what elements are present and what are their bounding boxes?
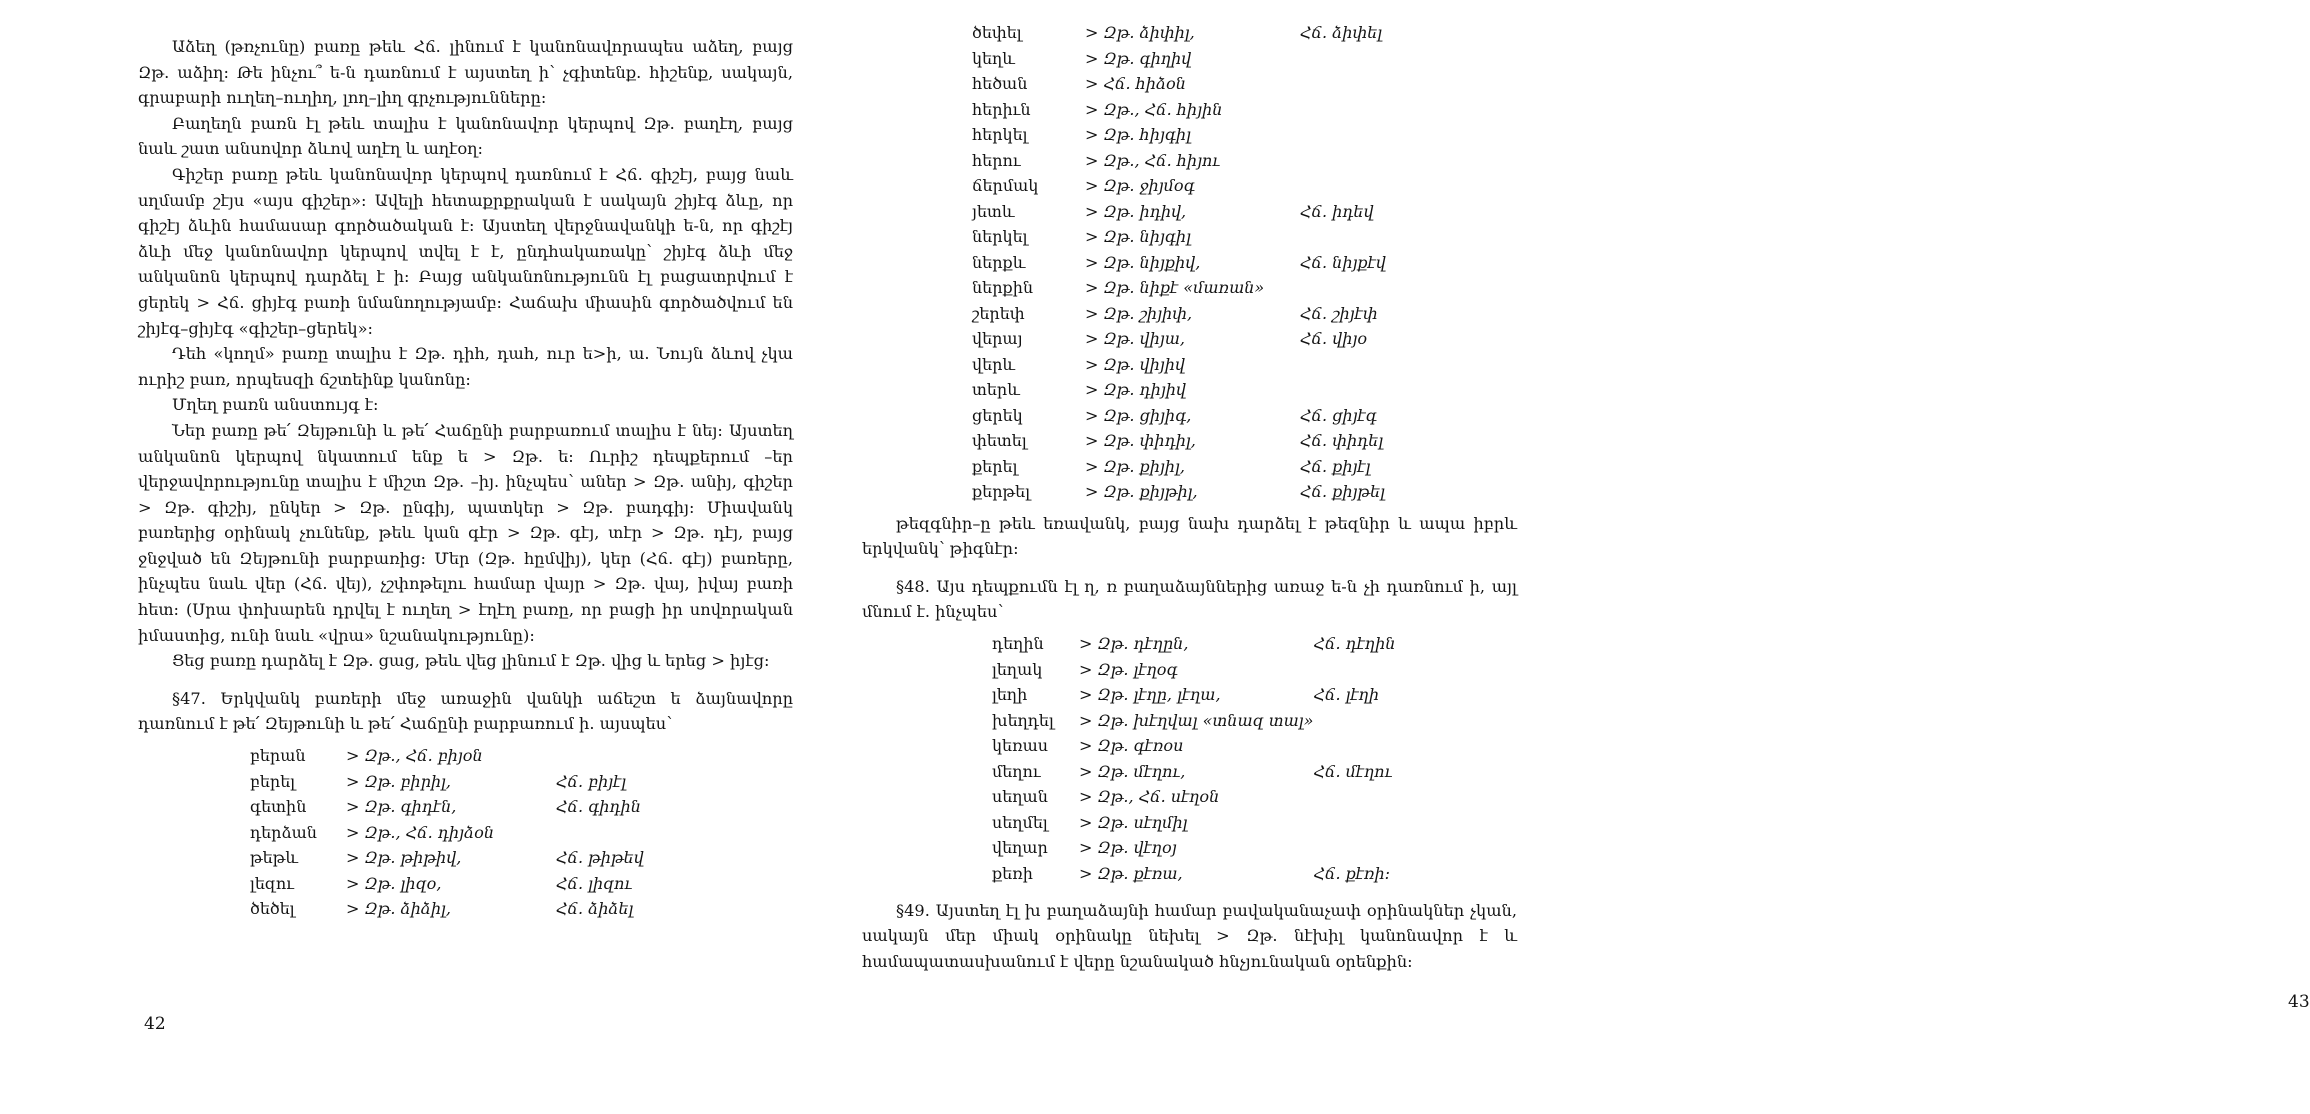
example-row [992,835,1452,861]
example-zeytun: > Զթ. վիյա, [1085,329,1185,349]
example-row [972,173,1442,199]
example-hajin [1300,275,1442,301]
example-zeytun: > Զթ. քիյիլ, [1085,456,1185,476]
example-word: ճերմակ [972,176,1039,196]
example-zeytun: > Զթ. գիղիվ [1085,48,1192,68]
example-hajin [1313,809,1452,835]
example-row [972,403,1442,429]
example-hajin [1313,707,1452,733]
example-row [992,809,1452,835]
example-word: սեղան [992,787,1048,807]
example-zeytun: > Զթ. ցիյիգ, [1085,405,1192,425]
example-word: փետել [972,431,1027,451]
example-zeytun: > Զթ. թիթիվ, [346,848,462,868]
example-word: հերու [972,150,1021,170]
example-row [972,454,1442,480]
example-hajin [1300,46,1442,72]
example-row [992,784,1452,810]
example-hajin: Հճ. իդեվ [1300,201,1374,221]
example-hajin: Հճ. լիզու [556,873,633,893]
example-row [972,479,1442,505]
example-hajin [1300,173,1442,199]
example-row [250,743,700,769]
example-zeytun: > Զթ. դէղըն, [1079,634,1189,654]
example-row [972,71,1442,97]
example-hajin: Հճ. շիյէփ [1300,303,1378,323]
example-zeytun: > Զթ. ձիձիլ, [346,899,451,919]
example-hajin: Հճ. գիդին [556,797,641,817]
example-row [972,377,1442,403]
example-hajin [1300,148,1442,174]
example-row [992,758,1452,784]
example-word: սեղմել [992,812,1048,832]
paragraph-tsets: Ցեց բառը դարձել է Զթ. ցաց, թեև վեց լինում է Զթ. վից և երեց > իյէց: [172,651,770,671]
example-word: վերև [972,354,1016,374]
example-zeytun: > Զթ. գէռօս [1079,736,1184,756]
example-hajin: Հճ. վիյօ [1300,329,1368,349]
example-word: լեղակ [992,659,1043,679]
example-row [972,46,1442,72]
example-zeytun: > Զթ. սէղմիլ [1079,812,1188,832]
example-word: դեղին [992,634,1044,654]
example-word: թեթև [250,848,298,868]
example-row [972,224,1442,250]
example-word: վեղար [992,838,1048,858]
example-row [972,250,1442,276]
example-row [972,148,1442,174]
example-zeytun: > Հճ. հիձօն [1085,74,1186,94]
example-zeytun: > Զթ. նիյքիվ, [1085,252,1201,272]
page-number-left: 42 [144,1014,166,1034]
example-hajin [1313,733,1452,759]
example-hajin: Հճ. թիթեվ [556,848,644,868]
examples-table-47 [250,743,700,922]
example-zeytun: > Զթ. նիքէ «մառան» [1085,278,1265,298]
section-48-heading: §48. Այս դեպքումն էլ ղ, ռ բաղաձայններից առաջ ե-ն չի դառնում ի, այլ մնում է. ինչպես՝ [862,576,1517,622]
example-word: բերան [250,746,306,766]
example-row [972,97,1442,123]
example-zeytun: > Զթ. իդիվ, [1085,201,1187,221]
example-zeytun: > Զթ. լէղօգ [1079,659,1178,679]
example-zeytun: > Զթ. նիյգիլ [1085,227,1191,247]
example-word: քերել [972,456,1018,476]
example-row [250,845,700,871]
example-zeytun: > Զթ., Հճ. դիյձօն [346,822,494,842]
paragraph-mghegh: Մղեղ բառն անստույգ է: [172,395,379,415]
example-zeytun: > Զթ. վէղօյ [1079,838,1177,858]
examples-table-48 [992,631,1452,886]
page-number-right: 43 [2288,992,2310,1012]
example-row [250,896,700,922]
example-word: հերկել [972,125,1028,145]
example-word: խեղդել [992,710,1054,730]
example-word: դերձան [250,822,317,842]
example-row [972,122,1442,148]
example-hajin [556,820,700,846]
example-zeytun: > Զթ., Հճ. հիյու [1085,150,1221,170]
example-hajin [1313,784,1452,810]
example-hajin: Հճ. քէռի: [1313,863,1390,883]
example-word: շերեփ [972,303,1025,323]
example-zeytun: > Զթ. լիզօ, [346,873,442,893]
example-zeytun: > Զթ. բիրիլ, [346,771,451,791]
example-zeytun: > Զթ. քիյթիլ, [1085,482,1198,502]
section-47-heading: §47. Երկվանկ բառերի մեջ առաջին վանկի աճեշտ ե ձայնավորը դառնում է թե՛ Զեյթունի և թե՛ Հաճընի բարբառում ի. այսպես՝ [138,688,793,734]
example-row [992,707,1452,733]
example-row [992,656,1452,682]
example-zeytun: > Զթ., Հճ. բիյօն [346,746,483,766]
example-hajin: Հճ. ցիյէգ [1300,405,1377,425]
example-zeytun: > Զթ. դիյիվ [1085,380,1186,400]
example-row [250,794,700,820]
example-hajin: Հճ. լէղի [1313,685,1379,705]
example-row [992,733,1452,759]
example-zeytun: > Զթ. ջիյմօգ [1085,176,1195,196]
section-49-heading: §49. Այստեղ էլ խ բաղաձայնի համար բավականաչափ օրինակներ չկան, սակայն մեր միակ օրինակը նեխել > Զթ. նէխիլ կանոնավոր է և համապատասխանում է վերը նշանակած հնչյունական օրենքին: [862,900,1517,972]
example-word: յետև [972,201,1015,221]
example-zeytun: > Զթ. քէռա, [1079,863,1183,883]
example-row [972,428,1442,454]
example-zeytun: > Զթ., Հճ. հիյին [1085,99,1223,119]
example-hajin: Հճ. մէղու [1313,761,1393,781]
example-word: լեզու [250,873,295,893]
example-word: քեռի [992,863,1033,883]
example-row [250,820,700,846]
example-word: բերել [250,771,296,791]
paragraph-adzegh: Աձեղ (թռչունը) բառը թեև Հճ. լինում է կանոնավորապես աձեղ, բայց Զթ. աձիղ: Թե ինչու՞ ե-ն դառնում է այստեղ ի՝ չգիտենք. հիշենք, սակայն, գրաբարի ուղեղ–ուղիղ, լող–լիղ գրչությունները: [138,37,793,108]
example-row [992,682,1452,708]
example-word: լեղի [992,685,1028,705]
example-hajin [1300,97,1442,123]
paragraph-baghegh: Բաղեղն բառն էլ թեև տալիս է կանոնավոր կերպով Զթ. բաղէղ, բայց նաև շատ անսովոր ձևով աղէղ և աղէօղ: [138,113,793,159]
example-zeytun: > Զթ. գիդէն, [346,797,457,817]
example-row [250,769,700,795]
example-word: վերայ [972,329,1023,349]
example-zeytun: > Զթ. լէղը, լէղա, [1079,685,1221,705]
example-hajin [1313,656,1452,682]
example-hajin [1313,835,1452,861]
example-word: ցերեկ [972,405,1023,425]
paragraph-gisher: Գիշեր բառը թեև կանոնավոր կերպով դառնում է Հճ. գիշէյ, բայց նաև սղմամբ շէյս «այս գիշեր»: Ավելի հետաքրքրական է սակայն շիյէգ ձևը, որ գիշէյ ձևին համասար գործածական է: Այստեղ վերջնավանկի ե-ն, որ գիշէյ ձևի մեջ կանոնավոր կերպով տվել է է, ընդհակառակը՝ շիյէգ ձևի մեջ անկանոն կերպով դարձել է ի: Բայց անկանոնությունն էլ բացատրվում է ցերեկ > Հճ. ցիյէգ բառի նմանողությամբ: Հաճախ միասին գործածվում են շիյէգ–ցիյէգ «գիշեր–ցերեկ»: [138,164,793,338]
example-row [972,352,1442,378]
example-zeytun: > Զթ., Հճ. սէղօն [1079,787,1220,807]
example-zeytun: > Զթ. վիյիվ [1085,354,1185,374]
example-word: մեղու [992,761,1041,781]
example-zeytun: > Զթ. հիյգիլ [1085,125,1191,145]
example-hajin: Հճ. փիդել [1300,431,1384,451]
example-row [972,275,1442,301]
left-page [0,0,800,1114]
example-word: տերև [972,380,1020,400]
example-hajin: Հճ. դէղին [1313,634,1396,654]
example-word: ծեծել [250,899,295,919]
example-zeytun: > Զթ. խէղվալ «տնազ տալ» [1079,710,1314,730]
example-zeytun: > Զթ. մէղու, [1079,761,1186,781]
example-row [250,871,700,897]
example-word: քերթել [972,482,1031,502]
example-word: գետին [250,797,307,817]
example-hajin [1300,71,1442,97]
example-row [972,20,1442,46]
example-zeytun: > Զթ. շիյիփ, [1085,303,1193,323]
example-hajin: Հճ. նիյքէվ [1300,252,1386,272]
example-row [992,860,1452,886]
example-word: ներկել [972,227,1028,247]
example-hajin: Հճ. բիյէլ [556,771,627,791]
example-word: հերիւն [972,99,1031,119]
example-hajin: Հճ. քիյթել [1300,482,1385,502]
example-hajin [1300,352,1442,378]
paragraph-deh: Դեհ «կողմ» բառը տալիս է Զթ. դիհ, դահ, ուր ե>ի, ա. Նույն ձևով չկա ուրիշ բառ, որպեսզի ճշտեինք կանոնը: [138,344,793,389]
example-word: կեղև [972,48,1015,68]
example-hajin: Հճ. ձիփել [1300,23,1383,43]
example-word: ծեփել [972,23,1022,43]
example-hajin [1300,224,1442,250]
paragraph-ner: Ներ բառը թե՛ Զեյթունի և թե՛ Հաճընի բարբառում տալիս է նեյ: Այստեղ անկանոն կերպով նկատում ենք ե > Զթ. ե: Ուրիշ դեպքերում –եր վերջավորությունը տալիս է միշտ Զթ. –իյ. ինչպես՝ աներ > Զթ. անիյ, գիշեր > Զթ. գիշիյ, ընկեր > Զթ. ընգիյ, պատկեր > Զթ. բադգիյ: Միավանկ բառերից օրինակ չունենք, թեև կան գէր > Զթ. գէյ, տէր > Զթ. դէյ, բայց ջնջված են Զեյթունի բարբառից: Մեր (Զթ. հըմվիյ), կեր (Հճ. գէյ) բառերը, ինչպես նաև վեր (Հճ. վեյ), չշփոթելու համար վայր > Զթ. վայ, իվայ բառի հետ: (Սրա փոխարեն դրվել է ուղեղ > էղէղ բառը, որ բացի իր սովորական իմաստից, ունի նաև «վրա» նշանակությունը): [138,420,793,645]
example-hajin [1300,377,1442,403]
right-page [800,0,2310,1114]
example-hajin [1300,122,1442,148]
example-row [972,199,1442,225]
example-hajin [556,743,700,769]
example-row [972,326,1442,352]
example-zeytun: > Զթ. ձիփիլ, [1085,23,1195,43]
example-word: կեռաս [992,736,1049,756]
example-row [992,631,1452,657]
example-word: ներքին [972,278,1034,298]
examples-table-47-continued [972,20,1442,505]
example-word: հեծան [972,74,1028,94]
example-zeytun: > Զթ. փիդիլ, [1085,431,1196,451]
paragraph-tezgnir: թեզգնիր–ը թեև եռավանկ, բայց նախ դարձել է թեզնիր և ապա իբրև երկվանկ՝ թիգնէր: [862,513,1517,559]
example-hajin: Հճ. ձիձել [556,899,634,919]
example-word: ներքև [972,252,1026,272]
example-hajin: Հճ. քիյէլ [1300,456,1371,476]
example-row [972,301,1442,327]
